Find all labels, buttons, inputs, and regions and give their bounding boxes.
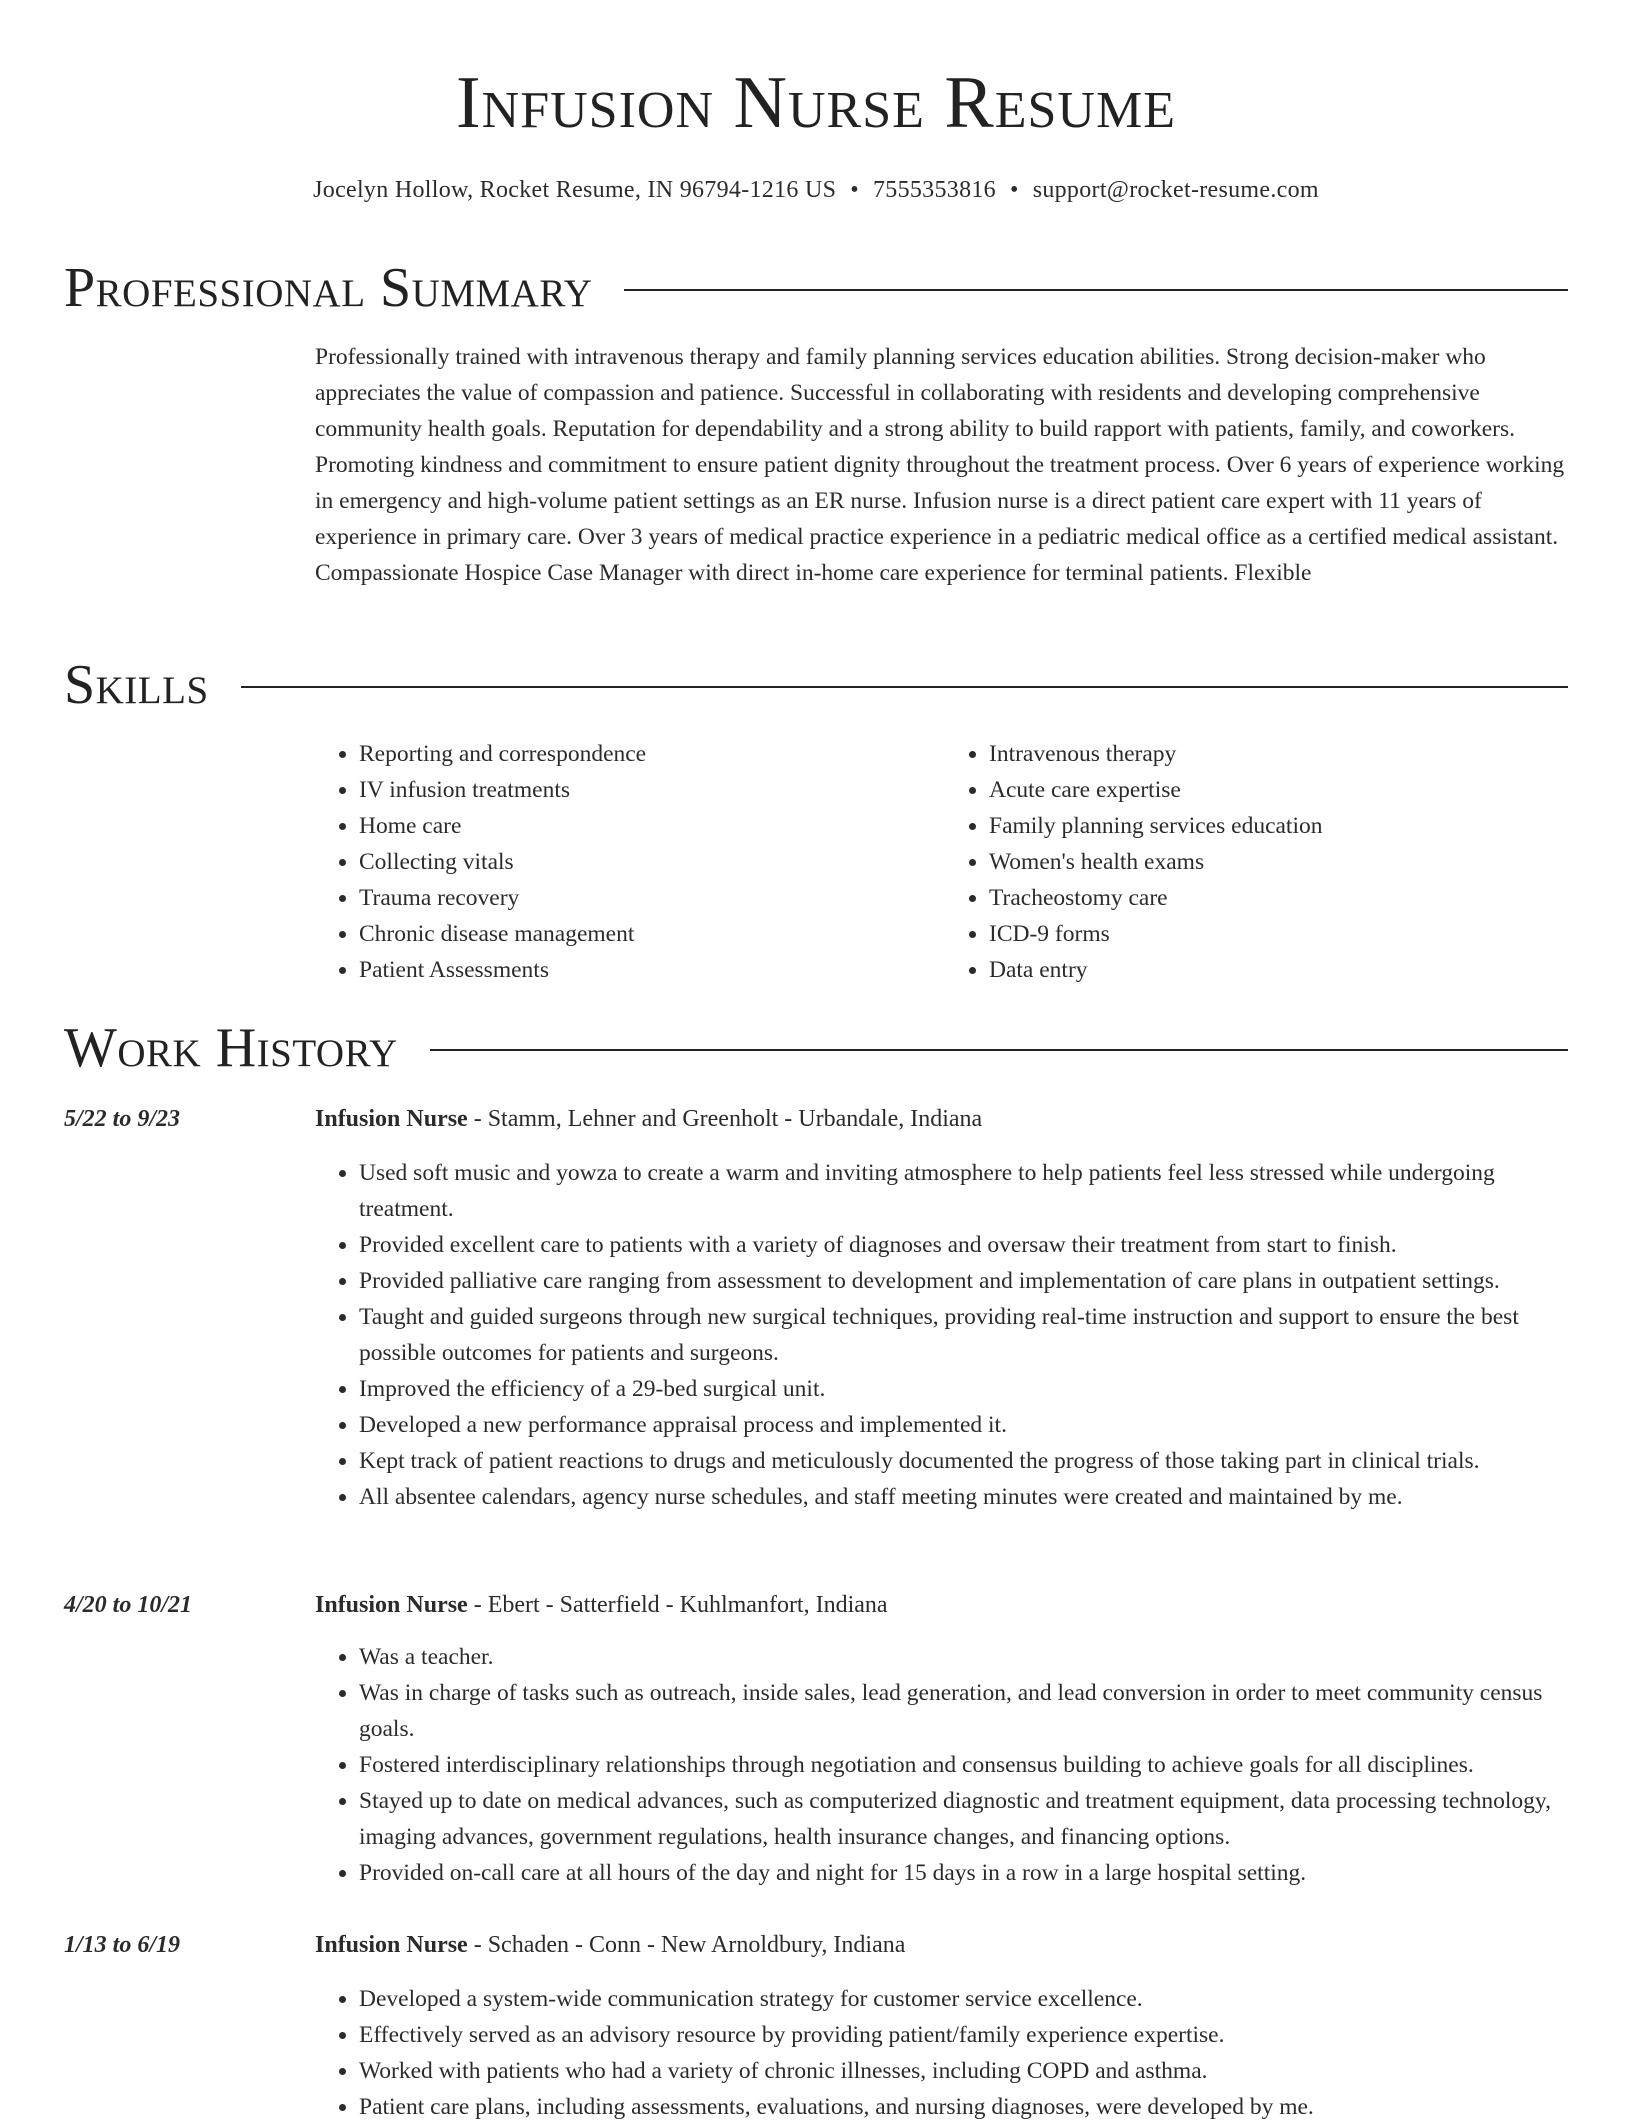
job-header bbox=[315, 1927, 905, 1963]
job-dates: 4/20 to 10/21 bbox=[64, 1592, 193, 1618]
job-bullet: • Developed a new performance appraisal process and implemented it. bbox=[359, 1407, 1568, 1443]
job-bullet: • Developed a system-wide communication strategy for customer service excellence. bbox=[359, 1981, 1568, 2017]
skill-item: • Patient Assessments bbox=[359, 952, 945, 988]
job-bullet: • Taught and guided surgeons through new surgical techniques, providing real-time instruction and support to ensure the best possible outcomes for patients and surgeons. bbox=[359, 1299, 1568, 1371]
job-header bbox=[315, 1587, 888, 1623]
contact-line bbox=[0, 174, 1632, 206]
job-company-location: - Schaden - Conn - New Arnoldbury, Indiana bbox=[467, 1932, 906, 1958]
contact-address: Jocelyn Hollow, Rocket Resume, IN 96794-1216 US bbox=[313, 177, 837, 203]
skill-item: • Acute care expertise bbox=[989, 772, 1575, 808]
job-bullets bbox=[315, 1981, 1568, 2125]
skill-item: • ICD-9 forms bbox=[989, 916, 1575, 952]
job-title: Infusion Nurse bbox=[315, 1106, 468, 1132]
job-company-location: - Stamm, Lehner and Greenholt - Urbandale, Indiana bbox=[467, 1106, 983, 1132]
section-divider bbox=[430, 1049, 1568, 1051]
job-header bbox=[315, 1101, 982, 1137]
skills-column-right bbox=[945, 736, 1575, 988]
job-bullet: • Was in charge of tasks such as outreach, inside sales, lead generation, and lead conversion in order to meet community census goals. bbox=[359, 1675, 1568, 1747]
section-divider bbox=[241, 686, 1568, 688]
summary-heading: Professional Summary bbox=[64, 257, 593, 319]
work-history-heading: Work History bbox=[64, 1017, 398, 1079]
skill-item: • Tracheostomy care bbox=[989, 880, 1575, 916]
skill-item: • Data entry bbox=[989, 952, 1575, 988]
job-bullet: • Patient care plans, including assessments, evaluations, and nursing diagnoses, were developed by me. bbox=[359, 2089, 1568, 2125]
job-company-location: - Ebert - Satterfield - Kuhlmanfort, Indiana bbox=[467, 1592, 888, 1618]
skill-item: • Chronic disease management bbox=[359, 916, 945, 952]
job-bullets bbox=[315, 1639, 1568, 1891]
skill-item: • IV infusion treatments bbox=[359, 772, 945, 808]
job-bullet: • Provided on-call care at all hours of the day and night for 15 days in a row in a large hospital setting. bbox=[359, 1855, 1568, 1891]
skill-item: • Home care bbox=[359, 808, 945, 844]
job-bullet: • Improved the efficiency of a 29-bed surgical unit. bbox=[359, 1371, 1568, 1407]
skill-item: • Intravenous therapy bbox=[989, 736, 1575, 772]
summary-section-heading bbox=[64, 258, 1568, 318]
skills-heading: Skills bbox=[64, 654, 209, 716]
contact-separator: • bbox=[850, 177, 859, 203]
job-bullet: • Used soft music and yowza to create a warm and inviting atmosphere to help patients feel less stressed while undergoing treatment. bbox=[359, 1155, 1568, 1227]
skill-item: • Collecting vitals bbox=[359, 844, 945, 880]
skill-item: • Trauma recovery bbox=[359, 880, 945, 916]
job-title: Infusion Nurse bbox=[315, 1592, 468, 1618]
page-title: Infusion Nurse Resume bbox=[456, 62, 1176, 144]
skill-item: • Family planning services education bbox=[989, 808, 1575, 844]
skill-item: • Women's health exams bbox=[989, 844, 1575, 880]
job-bullet: • Kept track of patient reactions to drugs and meticulously documented the progress of those taking part in clinical trials. bbox=[359, 1443, 1568, 1479]
job-bullet: • Stayed up to date on medical advances, such as computerized diagnostic and treatment equipment, data processing technology, imaging advances, government regulations, health insurance changes, and financing options. bbox=[359, 1783, 1568, 1855]
job-bullets bbox=[315, 1155, 1568, 1515]
contact-separator: • bbox=[1009, 177, 1019, 203]
job-bullet: • Fostered interdisciplinary relationships through negotiation and consensus building to achieve goals for all disciplines. bbox=[359, 1747, 1568, 1783]
job-dates: 1/13 to 6/19 bbox=[64, 1932, 181, 1958]
section-divider bbox=[624, 289, 1568, 291]
skills-list bbox=[315, 736, 1575, 988]
skill-item: • Reporting and correspondence bbox=[359, 736, 945, 772]
summary-text: Professionally trained with intravenous therapy and family planning services education abilities. Strong decision-maker who appreciates the value of compassion and patience. Successful in collaborating with residents and developing comprehensive community health goals. Reputation for dependability and a strong ability to build rapport with patients, family, and coworkers. Promoting kindness and commitment to ensure patient dignity throughout the treatment process. Over 6 years of experience working in emergency and high-volume patient settings as an ER nurse. Infusion nurse is a direct patient care expert with 11 years of experience in primary care. Over 3 years of medical practice experience in a pediatric medical office as a certified medical assistant. Compassionate Hospice Case Manager with direct in-home care experience for terminal patients. Flexible bbox=[315, 344, 1565, 586]
job-bullet: • Provided palliative care ranging from assessment to development and implementation of care plans in outpatient settings. bbox=[359, 1263, 1568, 1299]
work-history-section-heading bbox=[64, 1018, 1568, 1078]
contact-phone: 7555353816 bbox=[872, 177, 996, 203]
skills-column-left bbox=[315, 736, 945, 988]
job-bullet: • Worked with patients who had a variety of chronic illnesses, including COPD and asthma. bbox=[359, 2053, 1568, 2089]
contact-email: support@rocket-resume.com bbox=[1032, 177, 1319, 203]
job-bullet: • Was a teacher. bbox=[359, 1639, 1568, 1675]
job-title: Infusion Nurse bbox=[315, 1932, 468, 1958]
job-bullet: • Provided excellent care to patients with a variety of diagnoses and oversaw their treatment from start to finish. bbox=[359, 1227, 1568, 1263]
job-dates: 5/22 to 9/23 bbox=[64, 1106, 181, 1132]
job-bullet: • Effectively served as an advisory resource by providing patient/family experience expertise. bbox=[359, 2017, 1568, 2053]
skills-section-heading bbox=[64, 655, 1568, 715]
job-bullet: • All absentee calendars, agency nurse schedules, and staff meeting minutes were created and maintained by me. bbox=[359, 1479, 1568, 1515]
